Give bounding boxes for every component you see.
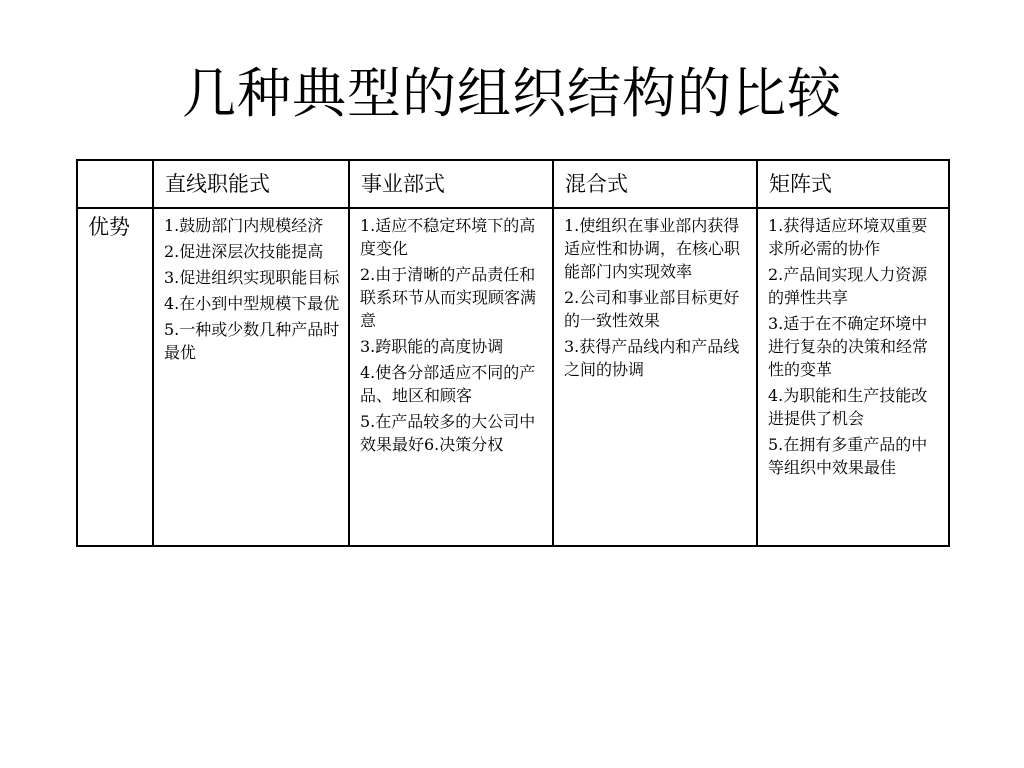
list-item: 2.由于清晰的产品责任和联系环节从而实现顾客满意 bbox=[360, 265, 537, 330]
list-item: 1.鼓励部门内规模经济 bbox=[164, 216, 324, 235]
header-cell-line-functional: 直线职能式 bbox=[153, 160, 349, 208]
row-label-advantages: 优势 bbox=[77, 208, 153, 546]
list-item: 1.适应不稳定环境下的高度变化 bbox=[360, 216, 536, 258]
cell-item-list bbox=[154, 209, 348, 364]
cell-item-list bbox=[758, 209, 948, 479]
header-cell-hybrid: 混合式 bbox=[553, 160, 757, 208]
list-item: 3.适于在不确定环境中进行复杂的决策和经常性的变革 bbox=[768, 314, 929, 379]
list-item: 2.促进深层次技能提高 bbox=[164, 242, 324, 261]
header-cell-matrix: 矩阵式 bbox=[757, 160, 949, 208]
list-item: 4.为职能和生产技能改进提供了机会 bbox=[768, 386, 928, 428]
list-item: 5.在拥有多重产品的中等组织中效果最佳 bbox=[768, 435, 928, 477]
list-item: 3.获得产品线内和产品线之间的协调 bbox=[564, 337, 740, 379]
list-item: 2.公司和事业部目标更好的一致性效果 bbox=[564, 288, 740, 330]
header-cell-empty bbox=[77, 160, 153, 208]
header-cell-divisional: 事业部式 bbox=[349, 160, 553, 208]
table-cell-line-functional bbox=[153, 208, 349, 546]
list-item: 5.在产品较多的大公司中效果最好6.决策分权 bbox=[360, 412, 536, 454]
comparison-table bbox=[76, 159, 950, 547]
list-item: 4.在小到中型规模下最优 bbox=[164, 294, 340, 313]
table-cell-divisional bbox=[349, 208, 553, 546]
list-item: 2.产品间实现人力资源的弹性共享 bbox=[768, 265, 928, 307]
cell-item-list bbox=[350, 209, 552, 456]
list-item: 5.一种或少数几种产品时最优 bbox=[164, 320, 340, 362]
list-item: 3.促进组织实现职能目标 bbox=[164, 268, 340, 287]
list-item: 1.使组织在事业部内获得适应性和协调，在核心职能部门内实现效率 bbox=[564, 216, 741, 281]
list-item: 4.使各分部适应不同的产品、地区和顾客 bbox=[360, 363, 536, 405]
slide-title: 几种典型的组织结构的比较 bbox=[182, 62, 842, 125]
table-header-row bbox=[77, 160, 949, 208]
table-row bbox=[77, 208, 949, 546]
table-cell-hybrid bbox=[553, 208, 757, 546]
cell-item-list bbox=[554, 209, 756, 381]
list-item: 3.跨职能的高度协调 bbox=[360, 337, 504, 356]
list-item: 1.获得适应环境双重要求所必需的协作 bbox=[768, 216, 928, 258]
table-cell-matrix bbox=[757, 208, 949, 546]
